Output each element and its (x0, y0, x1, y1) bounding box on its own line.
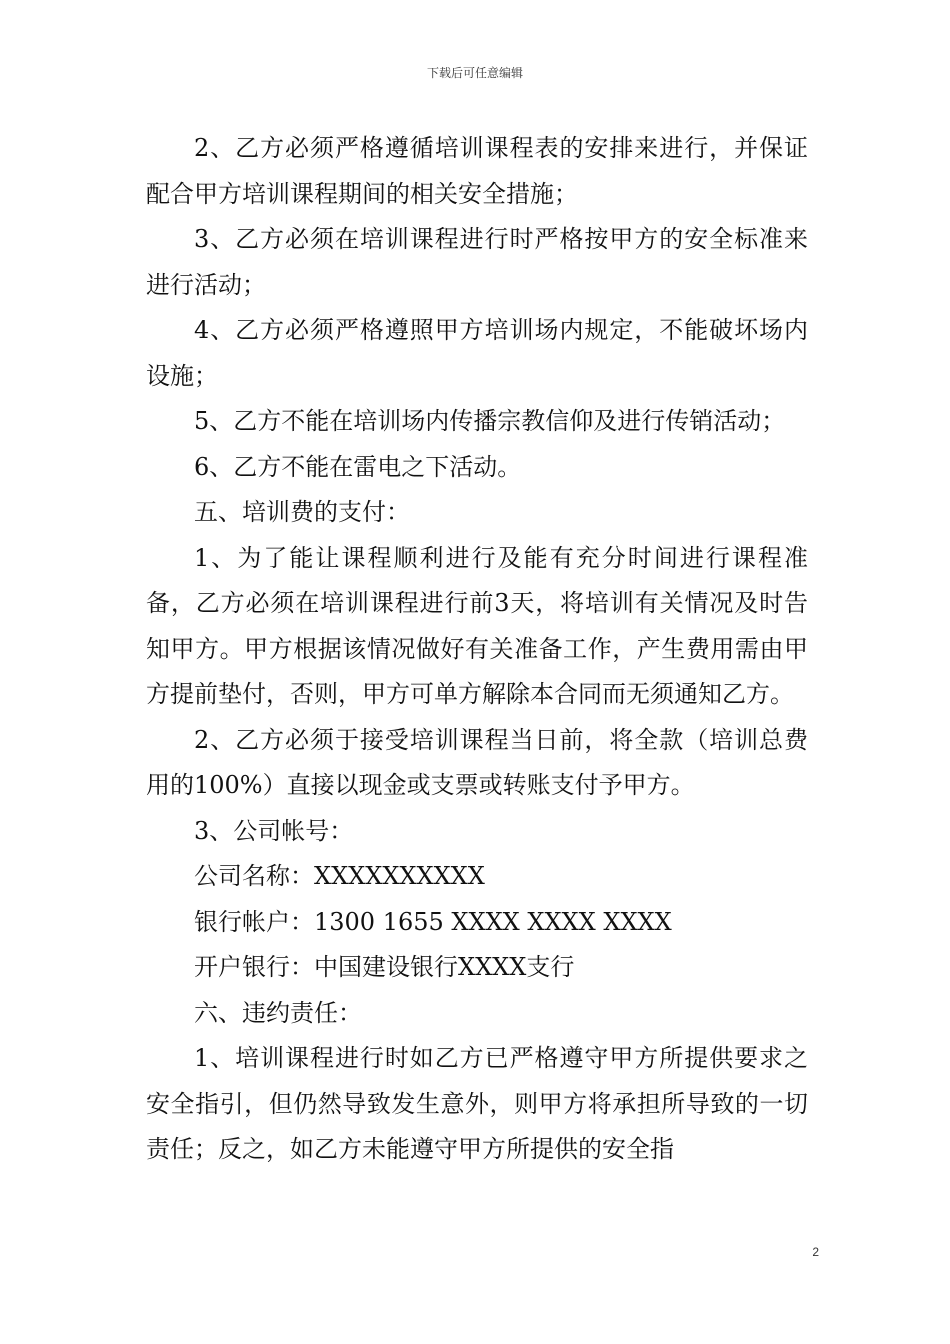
payment-clause-3: 3、公司帐号： (194, 816, 354, 845)
section-heading-liability: 六、违约责任： (194, 998, 362, 1027)
clause-b3: 3、乙方必须在培训课程进行时严格按甲方的安全标准来进行活动； (146, 225, 808, 299)
bank-account-line: 银行帐户：1300 1655 XXXX XXXX XXXX (194, 907, 672, 936)
clause-b4: 4、乙方必须严格遵照甲方培训场内规定，不能破坏场内设施； (146, 316, 808, 390)
document-body (146, 126, 808, 1173)
section-heading-payment: 五、培训费的支付： (194, 498, 410, 526)
clause-b2: 2、乙方必须严格遵循培训课程表的安排来进行，并保证配合甲方培训课程期间的相关安全措施； (146, 134, 808, 208)
header-note: 下载后可任意编辑 (426, 66, 523, 80)
page-number: 2 (812, 1245, 819, 1259)
liability-clause-1: 1、培训课程进行时如乙方已严格遵守甲方所提供要求之安全指引，但仍然导致发生意外，则甲方将承担所导致的一切责任；反之，如乙方未能遵守甲方所提供的安全指 (146, 1044, 808, 1163)
bank-name-line: 开户银行：中国建设银行XXXX支行 (194, 953, 575, 981)
payment-clause-2: 2、乙方必须于接受培训课程当日前，将全款（培训总费用的100%）直接以现金或支票或转账支付予甲方。 (146, 725, 808, 799)
clause-b5: 5、乙方不能在培训场内传播宗教信仰及进行传销活动； (194, 407, 786, 435)
clause-b6: 6、乙方不能在雷电之下活动。 (194, 452, 522, 481)
company-name-line: 公司名称：XXXXXXXXXX (194, 862, 485, 890)
payment-clause-1: 1、为了能让课程顺利进行及能有充分时间进行课程准备，乙方必须在培训课程进行前3天，将培训有关情况及时告知甲方。甲方根据该情况做好有关准备工作，产生费用需由甲方提前垫付，否则，甲方可单方解除本合同而无须通知乙方。 (146, 543, 808, 708)
